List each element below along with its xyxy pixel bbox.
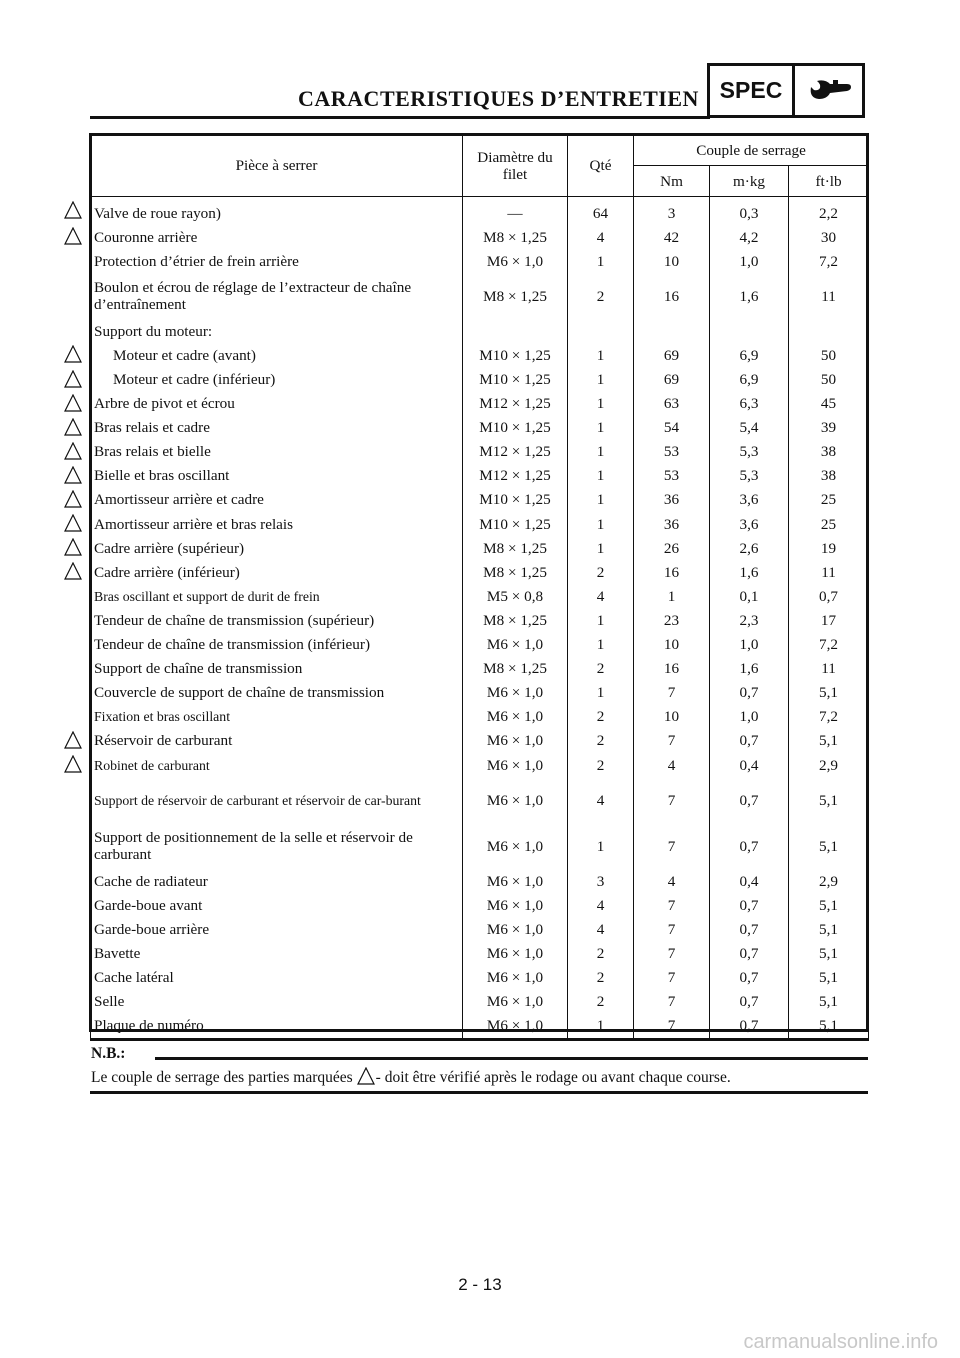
triangle-marker-icon xyxy=(64,562,82,580)
qty-cell: 4 xyxy=(568,893,634,917)
part-cell: Bielle et bras oscillant xyxy=(91,464,463,488)
triangle-marker-icon xyxy=(64,442,82,460)
mkg-cell: 0,3 xyxy=(710,197,789,226)
triangle-marker-icon xyxy=(64,490,82,508)
mkg-cell: 2,6 xyxy=(710,536,789,560)
mkg-cell: 1,0 xyxy=(710,249,789,273)
column-header-thread: Diamètre du filet xyxy=(463,135,568,197)
table-row xyxy=(91,608,869,632)
mkg-cell: 6,9 xyxy=(710,343,789,367)
ftlb-cell: 5,1 xyxy=(789,941,869,965)
mkg-cell: 5,3 xyxy=(710,464,789,488)
nm-cell: 16 xyxy=(634,657,710,681)
ftlb-cell: 30 xyxy=(789,225,869,249)
qty-cell: 1 xyxy=(568,488,634,512)
nm-cell: 3 xyxy=(634,197,710,226)
mkg-cell: 0,1 xyxy=(710,584,789,608)
table-row xyxy=(91,536,869,560)
ftlb-cell: 2,9 xyxy=(789,869,869,893)
qty-cell: 1 xyxy=(568,536,634,560)
table-row xyxy=(91,584,869,608)
nm-cell: 7 xyxy=(634,823,710,869)
ftlb-cell: 39 xyxy=(789,416,869,440)
mkg-cell: 0,7 xyxy=(710,681,789,705)
mkg-cell: 0,7 xyxy=(710,917,789,941)
nm-cell: 10 xyxy=(634,705,710,729)
qty-cell: 1 xyxy=(568,464,634,488)
table-row xyxy=(91,657,869,681)
thread-cell: M6 × 1,0 xyxy=(463,869,568,893)
ftlb-cell: 25 xyxy=(789,488,869,512)
ftlb-cell: 50 xyxy=(789,343,869,367)
nm-cell: 23 xyxy=(634,608,710,632)
mkg-cell: 0,7 xyxy=(710,965,789,989)
ftlb-cell: 2,9 xyxy=(789,753,869,777)
table-row xyxy=(91,965,869,989)
triangle-marker-icon xyxy=(64,227,82,245)
thread-cell: M6 × 1,0 xyxy=(463,1014,568,1040)
table-row xyxy=(91,416,869,440)
table-row xyxy=(91,392,869,416)
part-cell: Arbre de pivot et écrou xyxy=(91,392,463,416)
table-row xyxy=(91,869,869,893)
table-row xyxy=(91,440,869,464)
thread-cell: M10 × 1,25 xyxy=(463,343,568,367)
mkg-cell: 0,7 xyxy=(710,893,789,917)
ftlb-cell: 11 xyxy=(789,657,869,681)
nm-cell: 53 xyxy=(634,440,710,464)
spec-badge xyxy=(707,63,865,118)
table-row xyxy=(91,319,869,343)
note-label: N.B.: xyxy=(91,1045,126,1062)
table-row xyxy=(91,343,869,367)
ftlb-cell: 5,1 xyxy=(789,729,869,753)
qty-cell: 1 xyxy=(568,367,634,391)
nm-cell: 36 xyxy=(634,488,710,512)
ftlb-cell: 5,1 xyxy=(789,777,869,823)
note-text xyxy=(91,1067,731,1087)
triangle-marker-icon xyxy=(64,466,82,484)
table-row xyxy=(91,633,869,657)
nm-cell: 54 xyxy=(634,416,710,440)
nm-cell: 10 xyxy=(634,249,710,273)
part-cell: Réservoir de carburant xyxy=(91,729,463,753)
triangle-marker-icon xyxy=(64,514,82,532)
thread-cell: M6 × 1,0 xyxy=(463,633,568,657)
table-row xyxy=(91,367,869,391)
page-number: 2 - 13 xyxy=(458,1275,502,1294)
ftlb-cell: 45 xyxy=(789,392,869,416)
qty-cell: 2 xyxy=(568,705,634,729)
ftlb-cell: 5,1 xyxy=(789,893,869,917)
part-cell xyxy=(91,367,463,391)
qty-cell: 2 xyxy=(568,753,634,777)
thread-cell: M6 × 1,0 xyxy=(463,965,568,989)
qty-cell: 4 xyxy=(568,777,634,823)
qty-cell: 2 xyxy=(568,657,634,681)
table-row xyxy=(91,941,869,965)
torque-table xyxy=(90,134,869,1041)
ftlb-cell: 5,1 xyxy=(789,965,869,989)
thread-cell: M6 × 1,0 xyxy=(463,893,568,917)
thread-cell: M10 × 1,25 xyxy=(463,367,568,391)
ftlb-cell xyxy=(789,319,869,343)
ftlb-cell: 17 xyxy=(789,608,869,632)
part-label: Moteur et cadre (inférieur) xyxy=(113,371,276,389)
part-cell: Tendeur de chaîne de transmission (supérieur) xyxy=(91,608,463,632)
qty-cell: 1 xyxy=(568,416,634,440)
mkg-cell: 5,4 xyxy=(710,416,789,440)
note-text-after: - doit être vérifié après le rodage ou avant chaque course. xyxy=(375,1069,731,1086)
part-cell: Fixation et bras oscillant xyxy=(91,705,463,729)
nm-cell: 7 xyxy=(634,1014,710,1040)
ftlb-cell: 5,1 xyxy=(789,823,869,869)
table-row xyxy=(91,729,869,753)
qty-cell: 1 xyxy=(568,392,634,416)
qty-cell: 2 xyxy=(568,273,634,319)
mkg-cell: 1,6 xyxy=(710,560,789,584)
nm-cell: 16 xyxy=(634,273,710,319)
qty-cell xyxy=(568,319,634,343)
part-cell: Support du moteur: xyxy=(91,319,463,343)
part-cell: Couronne arrière xyxy=(91,225,463,249)
thread-cell: M5 × 0,8 xyxy=(463,584,568,608)
mkg-cell: 0,4 xyxy=(710,753,789,777)
triangle-marker-icon xyxy=(64,394,82,412)
thread-cell: M12 × 1,25 xyxy=(463,464,568,488)
nm-cell: 7 xyxy=(634,893,710,917)
qty-cell: 4 xyxy=(568,917,634,941)
nm-cell xyxy=(634,319,710,343)
nm-cell: 7 xyxy=(634,777,710,823)
part-cell xyxy=(91,343,463,367)
thread-cell: M6 × 1,0 xyxy=(463,777,568,823)
part-cell: Cadre arrière (inférieur) xyxy=(91,560,463,584)
thread-cell: M12 × 1,25 xyxy=(463,440,568,464)
thread-cell: M6 × 1,0 xyxy=(463,917,568,941)
page-title: CARACTERISTIQUES D’ENTRETIEN xyxy=(298,86,699,111)
thread-cell: M10 × 1,25 xyxy=(463,416,568,440)
table-row xyxy=(91,512,869,536)
mkg-cell xyxy=(710,319,789,343)
part-cell: Cache de radiateur xyxy=(91,869,463,893)
mkg-cell: 6,3 xyxy=(710,392,789,416)
mkg-cell: 1,0 xyxy=(710,705,789,729)
triangle-marker-icon xyxy=(64,538,82,556)
thread-cell: M6 × 1,0 xyxy=(463,753,568,777)
watermark: carmanualsonline.info xyxy=(743,1331,938,1353)
qty-cell: 2 xyxy=(568,965,634,989)
table-row xyxy=(91,823,869,869)
part-cell: Cadre arrière (supérieur) xyxy=(91,536,463,560)
part-cell: Garde-boue avant xyxy=(91,893,463,917)
nm-cell: 53 xyxy=(634,464,710,488)
mkg-cell: 3,6 xyxy=(710,488,789,512)
thread-cell: M8 × 1,25 xyxy=(463,273,568,319)
qty-cell: 1 xyxy=(568,512,634,536)
thread-cell: M12 × 1,25 xyxy=(463,392,568,416)
part-cell: Bras oscillant et support de durit de frein xyxy=(91,584,463,608)
mkg-cell: 0,7 xyxy=(710,941,789,965)
ftlb-cell: 5,1 xyxy=(789,681,869,705)
note-bottom-rule xyxy=(90,1091,868,1094)
nm-cell: 4 xyxy=(634,753,710,777)
table-row xyxy=(91,917,869,941)
mkg-cell: 1,0 xyxy=(710,633,789,657)
nm-cell: 7 xyxy=(634,990,710,1014)
table-row xyxy=(91,488,869,512)
thread-cell: M6 × 1,0 xyxy=(463,823,568,869)
mkg-cell: 4,2 xyxy=(710,225,789,249)
ftlb-cell: 7,2 xyxy=(789,705,869,729)
nm-cell: 63 xyxy=(634,392,710,416)
thread-cell: M6 × 1,0 xyxy=(463,941,568,965)
qty-cell: 1 xyxy=(568,608,634,632)
nm-cell: 26 xyxy=(634,536,710,560)
column-header-torque: Couple de serrage xyxy=(634,135,869,166)
table-row xyxy=(91,560,869,584)
nm-cell: 7 xyxy=(634,941,710,965)
part-cell: Garde-boue arrière xyxy=(91,917,463,941)
part-cell: Boulon et écrou de réglage de l’extracteur de chaîne d’entraînement xyxy=(91,273,463,319)
part-cell: Tendeur de chaîne de transmission (inférieur) xyxy=(91,633,463,657)
column-header-qty: Qté xyxy=(568,135,634,197)
mkg-cell: 0,4 xyxy=(710,869,789,893)
table-row xyxy=(91,990,869,1014)
triangle-marker-icon xyxy=(64,418,82,436)
part-cell: Protection d’étrier de frein arrière xyxy=(91,249,463,273)
ftlb-cell: 19 xyxy=(789,536,869,560)
nm-cell: 7 xyxy=(634,965,710,989)
triangle-marker-icon xyxy=(64,755,82,773)
ftlb-cell: 5,1 xyxy=(789,1014,869,1040)
ftlb-cell: 50 xyxy=(789,367,869,391)
thread-cell: M10 × 1,25 xyxy=(463,488,568,512)
thread-cell: M6 × 1,0 xyxy=(463,729,568,753)
nm-cell: 10 xyxy=(634,633,710,657)
mkg-cell: 2,3 xyxy=(710,608,789,632)
part-cell: Couvercle de support de chaîne de transmission xyxy=(91,681,463,705)
part-cell: Support de chaîne de transmission xyxy=(91,657,463,681)
thread-cell: M8 × 1,25 xyxy=(463,225,568,249)
column-header-part: Pièce à serrer xyxy=(91,135,463,197)
table-row xyxy=(91,225,869,249)
ftlb-cell: 38 xyxy=(789,440,869,464)
triangle-marker-icon xyxy=(64,201,82,219)
qty-cell: 4 xyxy=(568,225,634,249)
thread-cell: M6 × 1,0 xyxy=(463,249,568,273)
part-cell: Robinet de carburant xyxy=(91,753,463,777)
part-cell: Selle xyxy=(91,990,463,1014)
thread-cell: M8 × 1,25 xyxy=(463,608,568,632)
qty-cell: 1 xyxy=(568,440,634,464)
mkg-cell: 0,7 xyxy=(710,823,789,869)
nm-cell: 16 xyxy=(634,560,710,584)
table-row xyxy=(91,273,869,319)
note-text-before: Le couple de serrage des parties marquées xyxy=(91,1069,353,1086)
qty-cell: 3 xyxy=(568,869,634,893)
nm-cell: 42 xyxy=(634,225,710,249)
mkg-cell: 0,7 xyxy=(710,990,789,1014)
thread-cell: M6 × 1,0 xyxy=(463,705,568,729)
nm-cell: 1 xyxy=(634,584,710,608)
note-rule xyxy=(155,1057,868,1060)
column-header-ftlb: ft·lb xyxy=(789,166,869,197)
ftlb-cell: 11 xyxy=(789,560,869,584)
part-cell: Bavette xyxy=(91,941,463,965)
qty-cell: 64 xyxy=(568,197,634,226)
column-header-mkg: m·kg xyxy=(710,166,789,197)
thread-cell: M8 × 1,25 xyxy=(463,560,568,584)
ftlb-cell: 7,2 xyxy=(789,633,869,657)
qty-cell: 1 xyxy=(568,681,634,705)
table-row xyxy=(91,464,869,488)
qty-cell: 2 xyxy=(568,941,634,965)
thread-cell: M8 × 1,25 xyxy=(463,657,568,681)
qty-cell: 2 xyxy=(568,990,634,1014)
nm-cell: 4 xyxy=(634,869,710,893)
mkg-cell: 0,7 xyxy=(710,777,789,823)
nm-cell: 7 xyxy=(634,729,710,753)
nm-cell: 7 xyxy=(634,681,710,705)
table-row xyxy=(91,705,869,729)
part-cell: Cache latéral xyxy=(91,965,463,989)
mkg-cell: 0,7 xyxy=(710,1014,789,1040)
ftlb-cell: 7,2 xyxy=(789,249,869,273)
triangle-marker-icon xyxy=(64,731,82,749)
nm-cell: 69 xyxy=(634,367,710,391)
header-rule xyxy=(90,116,710,119)
triangle-marker-icon xyxy=(64,345,82,363)
part-cell: Plaque de numéro xyxy=(91,1014,463,1040)
qty-cell: 1 xyxy=(568,823,634,869)
table-row xyxy=(91,753,869,777)
thread-cell: M6 × 1,0 xyxy=(463,681,568,705)
part-cell: Valve de roue rayon) xyxy=(91,197,463,226)
ftlb-cell: 0,7 xyxy=(789,584,869,608)
qty-cell: 2 xyxy=(568,560,634,584)
part-cell: Support de réservoir de carburant et réservoir de car-burant xyxy=(91,777,463,823)
part-cell: Bras relais et cadre xyxy=(91,416,463,440)
mkg-cell: 3,6 xyxy=(710,512,789,536)
column-header-nm: Nm xyxy=(634,166,710,197)
table-row xyxy=(91,197,869,226)
table-row xyxy=(91,893,869,917)
mkg-cell: 1,6 xyxy=(710,273,789,319)
table-row xyxy=(91,777,869,823)
qty-cell: 1 xyxy=(568,249,634,273)
qty-cell: 1 xyxy=(568,343,634,367)
mkg-cell: 6,9 xyxy=(710,367,789,391)
wrench-icon xyxy=(795,66,862,115)
mkg-cell: 5,3 xyxy=(710,440,789,464)
ftlb-cell: 11 xyxy=(789,273,869,319)
table-row xyxy=(91,249,869,273)
mkg-cell: 0,7 xyxy=(710,729,789,753)
ftlb-cell: 38 xyxy=(789,464,869,488)
ftlb-cell: 5,1 xyxy=(789,917,869,941)
part-cell: Bras relais et bielle xyxy=(91,440,463,464)
mkg-cell: 1,6 xyxy=(710,657,789,681)
qty-cell: 1 xyxy=(568,1014,634,1040)
qty-cell: 1 xyxy=(568,633,634,657)
nm-cell: 69 xyxy=(634,343,710,367)
part-cell: Amortisseur arrière et cadre xyxy=(91,488,463,512)
part-cell: Support de positionnement de la selle et réservoir de carburant xyxy=(91,823,463,869)
nm-cell: 36 xyxy=(634,512,710,536)
qty-cell: 2 xyxy=(568,729,634,753)
thread-cell: M10 × 1,25 xyxy=(463,512,568,536)
triangle-marker-icon xyxy=(64,370,82,388)
table-row xyxy=(91,681,869,705)
qty-cell: 4 xyxy=(568,584,634,608)
nm-cell: 7 xyxy=(634,917,710,941)
table-row xyxy=(91,1014,869,1040)
part-cell: Amortisseur arrière et bras relais xyxy=(91,512,463,536)
spec-label: SPEC xyxy=(710,66,795,115)
ftlb-cell: 25 xyxy=(789,512,869,536)
thread-cell xyxy=(463,319,568,343)
thread-cell: M8 × 1,25 xyxy=(463,536,568,560)
ftlb-cell: 2,2 xyxy=(789,197,869,226)
ftlb-cell: 5,1 xyxy=(789,990,869,1014)
thread-cell: M6 × 1,0 xyxy=(463,990,568,1014)
part-label: Moteur et cadre (avant) xyxy=(113,346,256,364)
thread-cell: — xyxy=(463,197,568,226)
triangle-marker-icon xyxy=(357,1067,375,1085)
